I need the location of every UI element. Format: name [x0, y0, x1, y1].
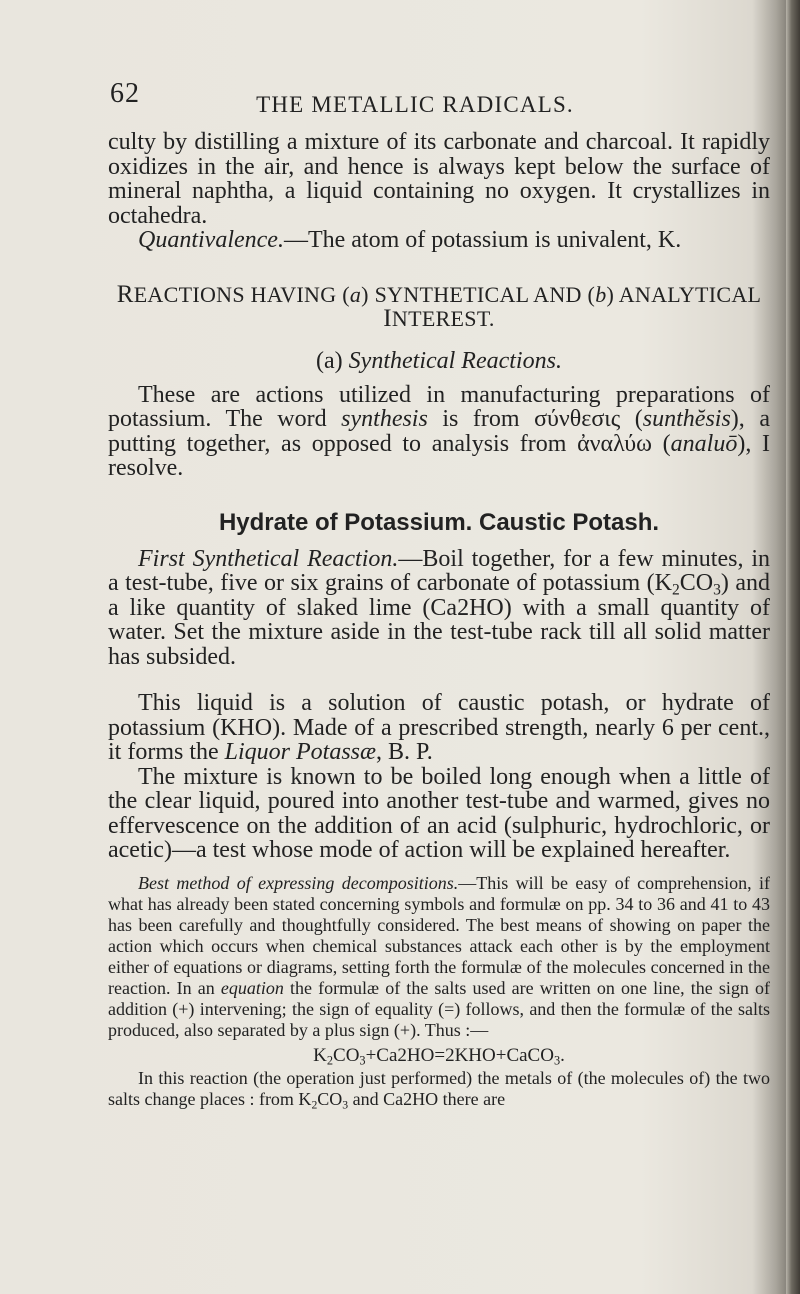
- heading-hydrate-of-potassium: Hydrate of Potassium. Caustic Potash.: [218, 508, 660, 536]
- heading-fragment: YNTHETICAL AND (: [387, 281, 596, 307]
- subscript: 2: [671, 581, 680, 599]
- small-print-section: [108, 873, 770, 1110]
- quantivalence-label: Quantivalence.: [138, 227, 284, 253]
- heading-fragment: EACTIONS HAVING (: [133, 281, 350, 307]
- subscript: 3: [713, 581, 721, 599]
- paragraph-first-reaction: [108, 547, 770, 670]
- section-heading-reactions: [108, 280, 770, 332]
- text: +Ca2HO=2KHO+CaCO: [365, 1044, 554, 1066]
- text: K: [313, 1044, 327, 1066]
- italic-term: synthesis: [341, 406, 428, 432]
- heading-fragment: ) A: [606, 281, 635, 307]
- subscript: 2: [311, 1098, 318, 1111]
- paragraph-synthesis: [108, 383, 770, 481]
- heading-fragment: ) S: [361, 281, 388, 307]
- page-header: [40, 78, 760, 118]
- greek-word: σύνθεσις: [534, 406, 621, 432]
- text: CO: [317, 1088, 343, 1109]
- text: is from: [427, 406, 535, 432]
- text: and Ca2HO there are: [348, 1088, 506, 1109]
- paragraph-quantivalence: [108, 228, 770, 253]
- text: These are actions utilized in manufacturing preparations of potassium. The word: [108, 381, 770, 432]
- subheading-title: Synthetical Reactions.: [348, 347, 562, 374]
- text: (: [620, 406, 643, 432]
- heading-fragment: NTEREST.: [391, 305, 495, 331]
- subscript: 3: [553, 1053, 561, 1068]
- italic-term: Liquor Potassæ: [224, 739, 377, 765]
- subheading-marker: (a): [316, 347, 343, 374]
- text: ), I resolve.: [108, 430, 770, 481]
- italic-term: equation: [220, 977, 284, 998]
- heading-marker-b: b: [595, 281, 607, 307]
- text: CO: [333, 1044, 360, 1066]
- text: , B. P.: [376, 739, 433, 765]
- italic-term: analuō: [670, 430, 738, 457]
- heading-fragment: NALYTICAL: [634, 281, 762, 307]
- italic-term: sunthĕsis: [642, 406, 731, 432]
- paragraph-best-method: [108, 873, 770, 1041]
- page-number: 62: [110, 78, 140, 109]
- subscript: 2: [326, 1053, 334, 1068]
- quantivalence-text: —The atom of potassium is univalent, K.: [283, 227, 682, 253]
- text: This liquid is a solution of caustic potash, or hydrate of potassium (KHO). Made of a prescribed strength, nearly 6 per cent., it forms the: [108, 690, 770, 765]
- text: —Boil together, for a few minutes, in a test-tube, five or six grains of carbonate of potassium (K: [108, 545, 771, 596]
- subscript: 3: [342, 1098, 349, 1111]
- heading-letter: I: [383, 304, 392, 332]
- page-edge-shadow: [786, 0, 800, 1294]
- subscript: 3: [359, 1053, 366, 1068]
- paragraph-reaction-explanation: [108, 1068, 770, 1110]
- chemical-equation: [108, 1045, 770, 1066]
- text: In this reaction (the operation just performed) the metals of (the molecules of) the two salts change places : from K: [108, 1067, 770, 1109]
- heading-marker-a: a: [349, 281, 362, 307]
- text: ) and a like quantity of slaked lime (Ca2HO) with a small quantity of water. Set the mixture aside in the test-tube rack till all solid matter has subsided.: [108, 570, 770, 670]
- page-body: [108, 130, 770, 1110]
- paragraph-caustic-potash: [108, 691, 770, 765]
- text: (: [651, 430, 671, 457]
- subheading-synthetical: [108, 349, 770, 373]
- text: CO: [679, 570, 714, 596]
- text: ), a putting together, as opposed to analysis from: [108, 406, 770, 457]
- text: the formulæ of the salts used are written on one line, the sign of addition (+) intervening; the sign of equality (=) follows, and then the formulæ of the salts produced, also separated by a plus sign (+). Thus :—: [108, 977, 770, 1040]
- text: —This will be easy of comprehension, if what has already been stated concerning symbols and formulæ on pp. 34 to 36 and 41 to 43 has been carefully and thoughtfully considered. The best means of showing on paper the action which occurs when chemical substances attack each other is by the employment either of equations or diagrams, setting forth the formulæ of the molecules concerned in the reaction. In an: [108, 872, 770, 998]
- greek-word: ἀναλύω: [577, 430, 652, 457]
- running-head: THE METALLIC RADICALS.: [256, 92, 574, 117]
- method-label: Best method of expressing decompositions.: [138, 872, 459, 893]
- reaction-label: First Synthetical Reaction.: [138, 545, 399, 572]
- paragraph-continuation: culty by distilling a mixture of its carbonate and charcoal. It rapidly oxidizes in the air, and hence is always kept below the surface of mineral naphtha, a liquid containing no oxygen. It crystallizes in octahedra.: [108, 129, 770, 229]
- paragraph-test: The mixture is known to be boiled long enough when a little of the clear liquid, poured into another test-tube and warmed, gives no effervescence on the addition of an acid (sulphuric, hydrochloric, or acetic)—a test whose mode of action will be explained hereafter.: [108, 763, 770, 863]
- text: .: [560, 1044, 565, 1066]
- heading-letter: R: [116, 280, 134, 308]
